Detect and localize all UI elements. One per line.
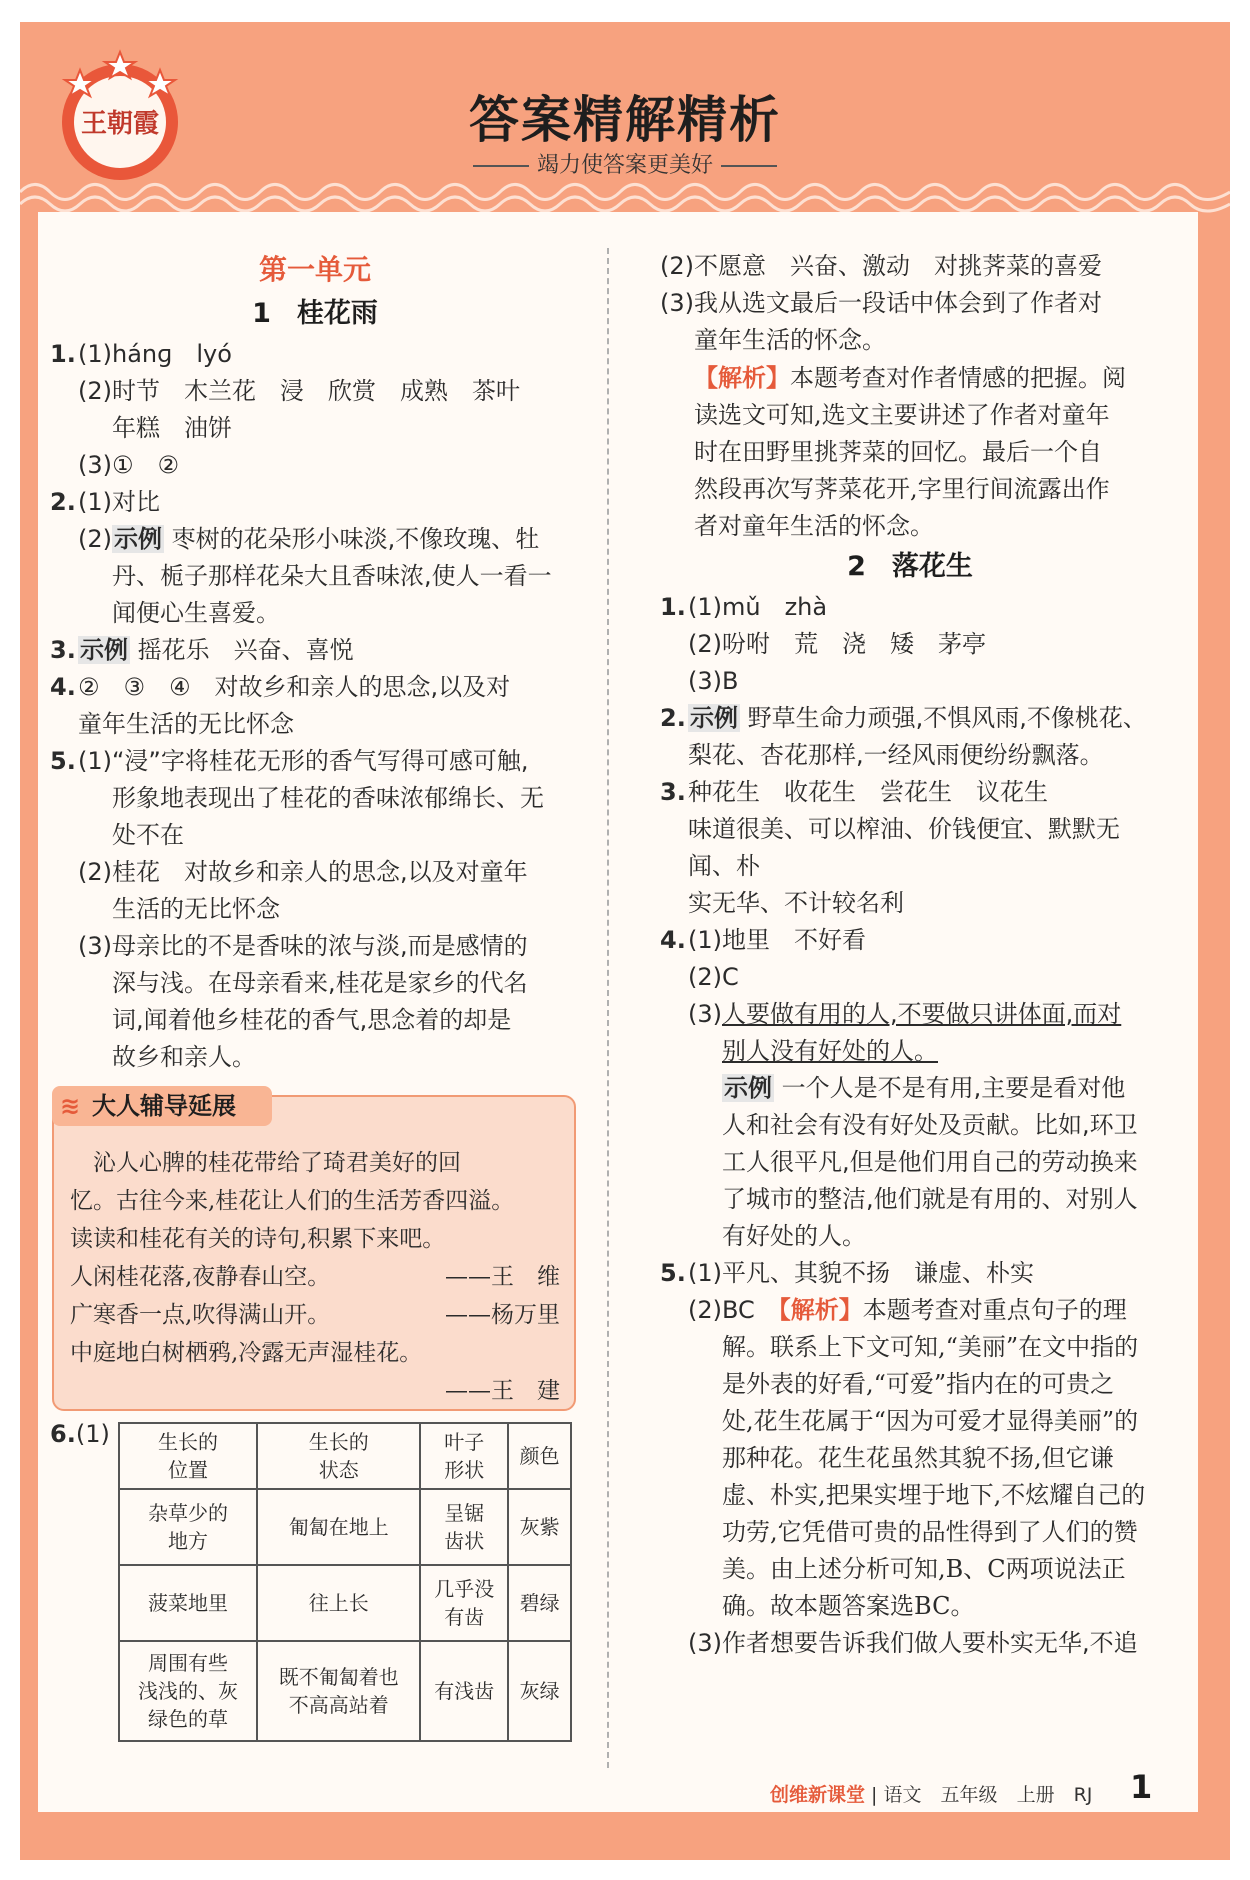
svg-text:王朝霞: 王朝霞: [80, 109, 160, 139]
analysis-tag: 【解析】: [778, 1296, 863, 1324]
table-cell: 往上长: [257, 1565, 420, 1641]
table-cell: 灰绿: [508, 1641, 571, 1741]
column-divider: [607, 248, 609, 1768]
lesson-title: 1 桂花雨: [252, 298, 378, 329]
table-cell: 既不匍匐着也 不高高站着: [257, 1641, 420, 1741]
question-2: 2. 示例 野草生命力顽强,不惧风雨,不像桃花、 梨花、杏花那样,一经风雨便纷纷飘落。: [660, 704, 1147, 769]
question-4: 4. (1)地里 不好看 (2)C (3)人要做有用的人,不要做只讲体面,而对 别人没有好处的人。 示例 一个人是不是有用,主要是看对他 人和社会有没有好处及贡献。比如,环卫 工人很平凡,但是他们用自己的劳动换来 了城市的整洁,他们就是有用的、对别人 有好处的人。: [660, 926, 1138, 1250]
table-cell: 碧绿: [508, 1565, 571, 1641]
unit-title: 第一单元: [258, 253, 371, 286]
question-2: 2. (1)对比 (2)示例 枣树的花朵形小味淡,不像玫瑰、牡 丹、栀子那样花朵大且香味浓,使人一看一 闻便心生喜爱。: [50, 488, 552, 627]
question-5: 5. (1)平凡、其貌不扬 谦虚、朴实 (2)BC 【解析】本题考查对重点句子的理 解。联系上下文可知,“美丽”在文中指的 是外表的好看,“可爱”指内在的可贵之 处,花生花属于“因为可爱才显得美丽”的 那种花。花生花虽然其貌不扬,但它谦 虚、朴实,把果实埋于地下,不炫耀自己的 功劳,它凭借可贵的品性得到了人们的赞 美。由上述分析可知,B、C两项说法正 确。故本题答案选BC。 (3)作者想要告诉我们做人要朴实无华,不追: [660, 1259, 1146, 1657]
poem-line: 广寒香一点,吹得满山开。 ——杨万里: [70, 1302, 560, 1328]
question-6: 6.(1): [50, 1420, 110, 1448]
example-tag: 示例: [690, 704, 738, 732]
table-header: 颜色: [508, 1423, 571, 1489]
page-number: 1: [1130, 1768, 1153, 1806]
table-cell: 杂草少的 地方: [119, 1489, 257, 1565]
analysis-tag: 【解析】: [694, 363, 790, 392]
example-tag: 示例: [80, 636, 128, 664]
footer: 创维新课堂 | 语文 五年级 上册 RJ: [770, 1784, 1093, 1806]
example-tag: 示例: [724, 1074, 772, 1102]
table-cell: 呈锯 齿状: [420, 1489, 508, 1565]
question-1: 1. (1)mǔ zhà (2)吩咐 荒 浇 矮 茅亭 (3)B: [660, 593, 986, 695]
page-title: 答案精解精析: [469, 90, 781, 149]
extension-box-title: ≋ 大人辅导延展: [52, 1086, 272, 1126]
table-cell: 菠菜地里: [119, 1565, 257, 1641]
table-cell: 匍匐在地上: [257, 1489, 420, 1565]
question-3: 3. 示例 摇花乐 兴奋、喜悦: [50, 636, 354, 664]
table-header: 生长的 状态: [257, 1423, 420, 1489]
poem-line: 中庭地白树栖鸦,冷露无声湿桂花。: [70, 1340, 423, 1366]
right-column: (2)不愿意 兴奋、激动 对挑荠菜的喜爱 (3)我从选文最后一段话中体会到了作者对 童年生活的怀念。 【解析】本题考查对作者情感的把握。阅 读选文可知,选文主要讲述了作者对童年 时在田野里挑荠菜的回忆。最后一个自 然段再次写荠菜花开,字里行间流露出作 者对童年生活的怀念。 2 落花生 1. (1)mǔ zhà (2)吩咐 荒 浇 矮 茅亭 (3)B 2. 示例 野草生命力顽强,不惧风雨,不像桃花、 梨花、杏花那样,一经风雨便纷纷飘落。 3. 种花生 收花生 尝花生 议花生 味道很美、可以榨油、价钱便宜、默默无闻、朴 实无华、不计较名利 4. (1)地里 不好看 (2)C (3)人要做有用的人,不要做只讲体面,而对 别人没有好处的人。 示例 一个人是不是有用,主要是看对他 人和社会有没有好处及贡献。比如,环卫 工人很平凡,但是他们用自己的劳动换来 了城市的整洁,他们就是有用的、对别人 有好处的人。 5. (1)平凡、其貌不扬 谦虚、朴实 (2)BC 【解析】本题考查对重点句子的理 解。联系上下文可知,“美丽”在文中指的 是外表的好看,“可爱”指内在的可贵之 处,花生花属于“因为可爱才显得美丽”的 那种花。花生花虽然其貌不扬,但它谦 虚、朴实,把果实埋于地下,不炫耀自己的 功劳,它凭借可贵的品性得到了人们的赞 美。由上述分析可知,B、C两项说法正 确。故本题答案选BC。 (3)作者想要告诉我们做人要朴实无华,不追: [660, 248, 1160, 1662]
table-header: 叶子 形状: [420, 1423, 508, 1489]
table-cell: 灰紫: [508, 1489, 571, 1565]
question-4: 4. ② ③ ④ 对故乡和亲人的思念,以及对 童年生活的无比怀念: [50, 673, 511, 738]
answer-table: [118, 1422, 572, 1742]
example-tag: 示例: [114, 525, 162, 553]
question-3: 3. 种花生 收花生 尝花生 议花生 味道很美、可以榨油、价钱便宜、默默无闻、朴 实无华、不计较名利: [660, 778, 1120, 917]
table-header: 生长的 位置: [119, 1423, 257, 1489]
left-column: [50, 248, 580, 1076]
poem-line: 人闲桂花落,夜静春山空。 ——王 维: [70, 1264, 560, 1290]
table-cell: 有浅齿: [420, 1641, 508, 1741]
extension-box-text: 沁人心脾的桂花带给了琦君美好的回 忆。古往今来,桂花让人们的生活芳香四溢。 读读和桂花有关的诗句,积累下来吧。 人闲桂花落,夜静春山空。 ——王 维 广寒香一点,吹得满山开。 ——杨万里 中庭地白树栖鸦,冷露无声湿桂花。 ——王 建: [70, 1150, 560, 1404]
question-1: 1. (1)hánɡ lyó (2)时节 木兰花 浸 欣赏 成熟 茶叶 年糕 油饼 (3)① ②: [50, 340, 520, 479]
wave-lines-icon: ≋: [60, 1092, 81, 1120]
table-cell: 几乎没 有齿: [420, 1565, 508, 1641]
question-5: 5. (1)“浸”字将桂花无形的香气写得可感可触, 形象地表现出了桂花的香味浓郁绵长、无 处不在 (2)桂花 对故乡和亲人的思念,以及对童年 生活的无比怀念 (3)母亲比的不是香味的浓与淡,而是感情的 深与浅。在母亲看来,桂花是家乡的代名 词,闻着他乡桂花的香气,思念着的却是 故乡和亲人。: [50, 747, 544, 1071]
table-cell: 周围有些 浅浅的、灰 绿色的草: [119, 1641, 257, 1741]
page-subtitle: 竭力使答案更美好: [0, 148, 1250, 179]
lesson-title: 2 落花生: [847, 551, 973, 582]
